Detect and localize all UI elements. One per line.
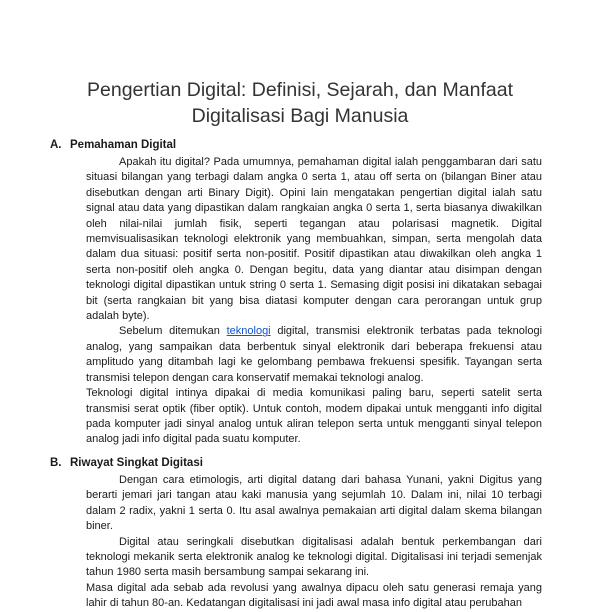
section-b-paragraph-3: Masa digital ada sebab ada revolusi yang awalnya dipacu oleh satu generasi remaja yang lahir di tahun 80-an. Kedatangan digitalisasi ini jadi awal masa info digital atau perubahan <box>86 581 542 610</box>
section-a-heading <box>50 137 550 153</box>
title-line-1: Pengertian Digital: Definisi, Sejarah, dan Manfaat <box>87 79 513 101</box>
section-b-heading <box>50 455 550 471</box>
section-b-number: B. <box>50 457 62 469</box>
section-a-paragraph-3: Teknologi digital intinya dipakai di media komunikasi paling baru, seperti satelit serta transmisi serat optik (fiber optik). Untuk contoh, modem dipakai untuk mengganti info digital pada komputer jadi sinyal analog untuk aliran telepon serta untuk mengganti sinyal telepon analog jadi info digital pada suatu komputer. <box>86 387 542 446</box>
section-a-paragraph-2-end: digital, transmisi elektronik terbatas pada teknologi analog, yang sampaikan data berbentuk sinyal elektronik dari beberapa frekuensi atau amplitudo yang ditambah lagi ke gelombang pembawa frekuensi spesifik. Tayangan serta transmisi telepon dengan cara konservatif memakai teknologi analog. <box>86 325 543 384</box>
title-line-2: Digitalisasi Bagi Manusia <box>191 105 409 127</box>
section-a <box>50 137 550 448</box>
section-a-title: Pemahaman Digital <box>70 139 177 151</box>
section-a-number: A. <box>50 139 62 151</box>
document-title <box>60 77 540 129</box>
section-a-paragraph-2-start: Sebelum ditemukan <box>119 325 227 338</box>
section-b-paragraph-1: Dengan cara etimologis, arti digital datang dari bahasa Yunani, yakni Digitus yang berarti jemari jari tangan atau kaki manusia yang sejumlah 10. Dalam ini, nilai 10 terbagi dalam 2 radix, yakni 1 serta 0. Itu asal awalnya pemakaian arti digital dalam skema bilangan biner. <box>86 474 542 533</box>
section-a-paragraph-1: Apakah itu digital? Pada umumnya, pemahaman digital ialah penggambaran dari satu situasi bilangan yang terbagi dalam angka 0 serta 1, atau off serta on (bilangan Biner atau disebutkan dengan arti Binary Digit). Opini lain mengatakan pengertian digital ialah satu signal atau data yang dipastikan dalam rangkaian angka 0 serta 1, serta biasanya diwakilkan oleh nilai-nilai jumlah fisik, seperti tegangan atau polarisasi magnetik. Digital memvisualisasikan teknologi elektronik yang membuahkan, simpan, serta mengolah data dalam dua situasi: positif serta non-positif. Positif dipastikan atau diwakilkan oleh angka 1 serta non-positif oleh angka 0. Dengan begitu, data yang diantar atau disimpan dengan teknologi digital dipastikan untuk string 0 serta 1. Semasing digit posisi ini dikatakan sebagai bit (serta rangkaian bit yang bisa diatasi komputer dengan cara perorangan untuk grup adalah byte). <box>86 156 542 323</box>
teknologi-link[interactable]: teknologi <box>226 325 271 338</box>
section-a-paragraph-2 <box>86 324 542 386</box>
section-b <box>50 455 550 612</box>
section-b-paragraph-2: Digital atau seringkali disebutkan digitalisasi adalah bentuk perkembangan dari teknologi mekanik serta elektronik analog ke teknologi digital. Digitalisasi ini terjadi semenjak tahun 1980 serta masih bersambung sampai sekarang ini. <box>86 535 542 579</box>
section-b-title: Riwayat Singkat Digitasi <box>70 457 203 469</box>
